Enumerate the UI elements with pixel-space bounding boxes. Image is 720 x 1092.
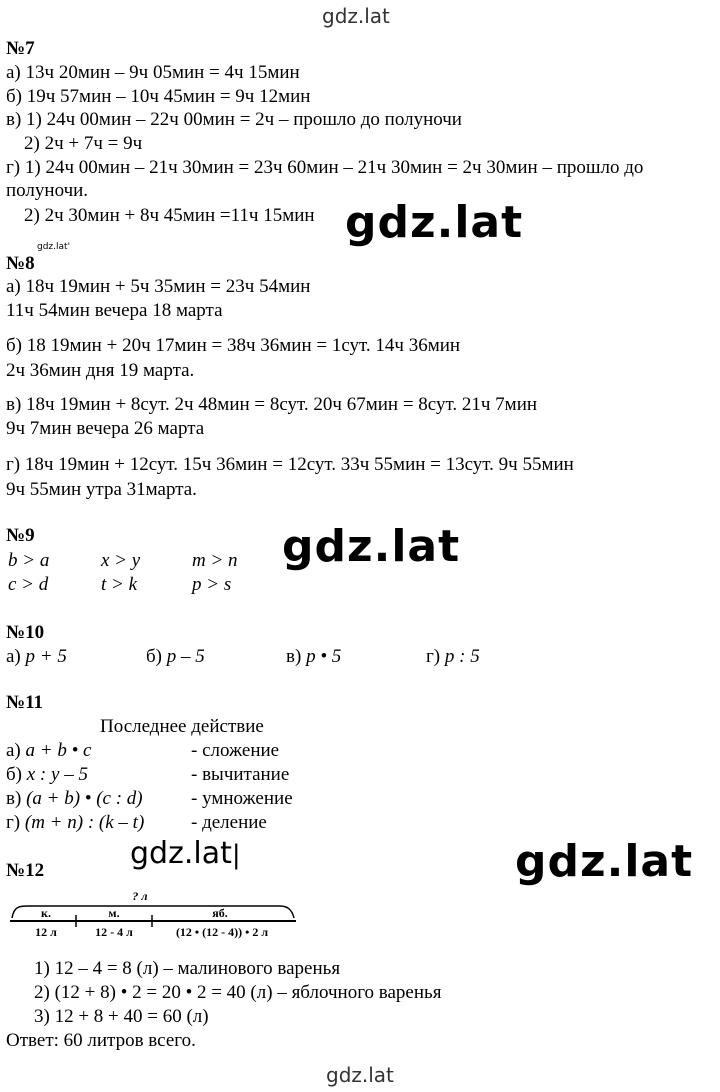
operation-a: - сложение — [191, 740, 280, 761]
task-8-v1: в) 18ч 19мин + 8сут. 2ч 48мин = 8сут. 20ч 67мин = 8сут. 21ч 7мин — [6, 394, 538, 415]
task-8-g2: 9ч 55мин утра 31марта. — [6, 479, 197, 500]
task-7-g1-cont: полуночи. — [6, 180, 89, 201]
task-8-a1: а) 18ч 19мин + 5ч 35мин = 23ч 54мин — [6, 276, 311, 297]
segment-label-2: м. — [108, 906, 120, 920]
expr-row-b: б) x : y – 5 — [6, 764, 88, 785]
expr-row-a: а) a + b • c — [6, 740, 92, 761]
ineq-1: b > a — [8, 550, 50, 571]
task-7-v2: 2) 2ч + 7ч = 9ч — [24, 133, 143, 154]
task-10-heading: №10 — [6, 622, 45, 643]
watermark-4: gdz.lat — [515, 836, 694, 887]
column-title: Последнее действие — [100, 716, 264, 737]
expr-a: а) p + 5 — [6, 646, 67, 667]
segment-value-1: 12 л — [35, 925, 57, 939]
watermark-2: gdz.lat — [282, 521, 461, 572]
operation-g: - деление — [191, 812, 267, 833]
solution-step-1: 1) 12 – 4 = 8 (л) – малинового варенья — [34, 958, 341, 979]
watermark-top: gdz.lat — [322, 4, 390, 28]
task-8-g1: г) 18ч 19мин + 12сут. 15ч 36мин = 12сут. 33ч 55мин = 13сут. 9ч 55мин — [6, 454, 574, 475]
operation-v: - умножение — [191, 788, 293, 809]
task-7-g1: г) 1) 24ч 00мин – 21ч 30мин = 23ч 60мин – 21ч 30мин = 2ч 30мин – прошло до — [6, 157, 644, 178]
solution-step-2: 2) (12 + 8) • 2 = 20 • 2 = 40 (л) – яблочного варенья — [34, 982, 442, 1003]
segment-value-2: 12 - 4 л — [95, 925, 133, 939]
task-7-g2: 2) 2ч 30мин + 8ч 45мин =11ч 15мин — [24, 205, 315, 226]
ineq-4: c > d — [8, 574, 49, 595]
ineq-6: p > s — [192, 574, 232, 595]
segment-label-1: к. — [41, 906, 51, 920]
operation-b: - вычитание — [191, 764, 290, 785]
solution-step-3: 3) 12 + 8 + 40 = 60 (л) — [34, 1006, 209, 1027]
answer-line: Ответ: 60 литров всего. — [6, 1030, 196, 1051]
total-label: ? л — [132, 889, 148, 903]
task-8-b1: б) 18 19мин + 20ч 17мин = 38ч 36мин = 1сут. 14ч 36мин — [6, 335, 461, 356]
watermark-3: gdz.lat| — [130, 836, 241, 871]
task-12-heading: №12 — [6, 860, 45, 881]
task-8-v2: 9ч 7мин вечера 26 марта — [6, 418, 205, 439]
task-8-heading: №8 — [6, 253, 35, 274]
ineq-3: m > n — [192, 550, 238, 571]
task-7-b: б) 19ч 57мин – 10ч 45мин = 9ч 12мин — [6, 86, 311, 107]
watermark-1: gdz.lat — [345, 197, 524, 248]
expr-b: б) p – 5 — [146, 646, 205, 667]
task-9-heading: №9 — [6, 525, 35, 546]
task-8-b2: 2ч 36мин дня 19 марта. — [6, 360, 195, 381]
ineq-2: x > y — [101, 550, 141, 571]
ineq-5: t > k — [101, 574, 138, 595]
expr-row-v: в) (a + b) • (c : d) — [6, 788, 143, 809]
watermark-bottom: gdz.lat — [326, 1063, 394, 1087]
segment-value-3: (12 • (12 - 4)) • 2 л — [175, 925, 269, 939]
total-brace — [12, 906, 294, 918]
task-7-v1: в) 1) 24ч 00мин – 22ч 00мин = 2ч – прошло до полуночи — [6, 109, 462, 130]
expr-g: г) p : 5 — [426, 646, 480, 667]
task-11-heading: №11 — [6, 692, 44, 713]
segment-label-3: яб. — [212, 906, 228, 920]
task-7-a: а) 13ч 20мин – 9ч 05мин = 4ч 15мин — [6, 62, 300, 83]
task-7-heading: №7 — [6, 38, 35, 59]
segment-diagram — [0, 884, 310, 944]
task-8-a2: 11ч 54мин вечера 18 марта — [6, 300, 223, 321]
watermark-tiny: gdz.lat' — [37, 242, 71, 252]
expr-row-g: г) (m + n) : (k – t) — [6, 812, 145, 833]
expr-v: в) p • 5 — [286, 646, 342, 667]
